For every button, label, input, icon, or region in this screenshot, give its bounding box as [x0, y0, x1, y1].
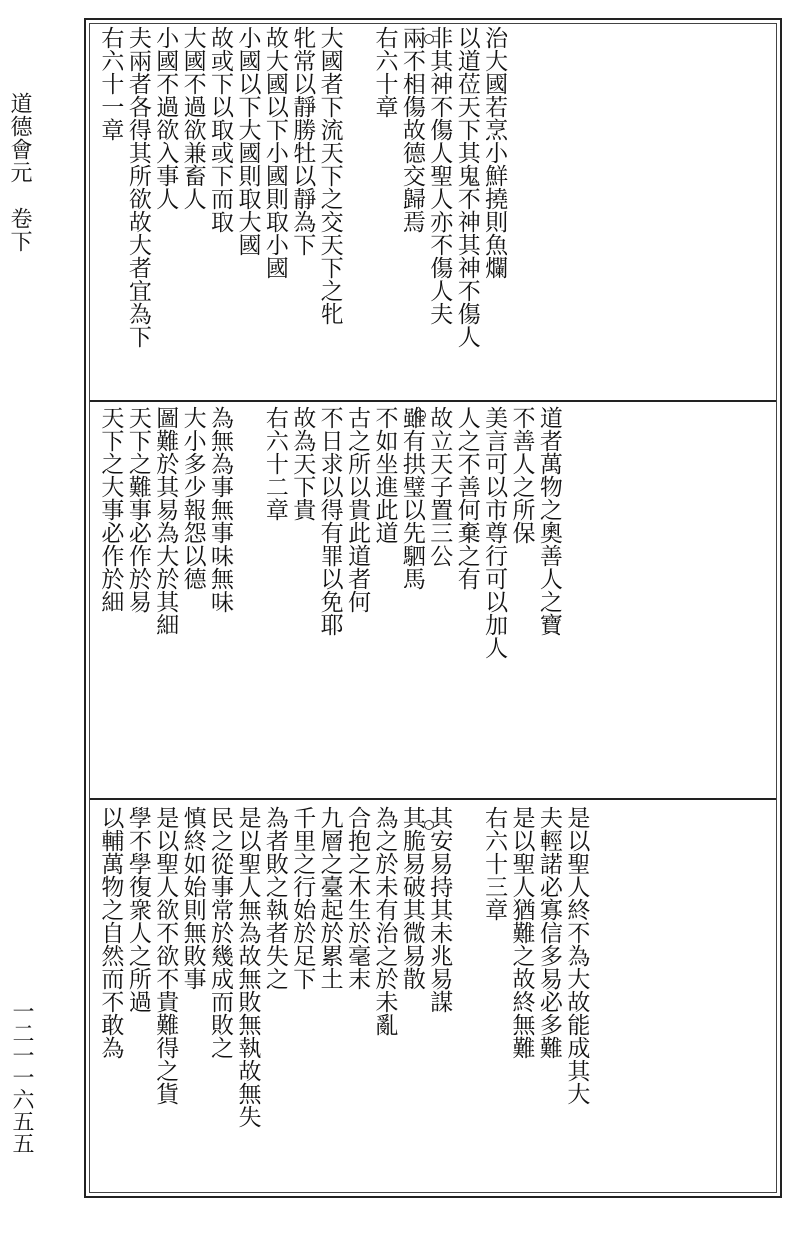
register-divider — [90, 798, 776, 800]
register-bottom-text: 是以聖人終不為大故能成其大 夫輕諾必寡信多易必多難 是以聖人猶難之故終無難 右六十三章 其安易持其未兆易謀 其脆易破其微易散 為之於未有治之於未亂 合抱之木生於毫末 九層之臺起於累土 千里之行始於足下 為者敗之執者失之 是以聖人無為故無敗無執故無失 民之從事常於幾成而敗之 慎終如始則無敗事 是以聖人欲不欲不貴難得之貨 學不學復衆人之所過 以輔萬物之自然而不敢為 — [97, 806, 590, 1128]
circle-mark — [424, 34, 434, 44]
register-bottom — [92, 806, 774, 1190]
register-top-text: 治大國若烹小鮮撓則魚爛 以道莅天下其鬼不神其神不傷人 非其神不傷人聖人亦不傷人夫 兩不相傷故德交歸焉 右六十章 大國者下流天下之交天下之牝 牝常以靜勝牡以靜為下 故大國以下小國則取小國 小國以下大國則取大國 故或下以取或下而取 大國不過欲兼畜人 小國不過欲入事人 夫兩者各得其所欲故大者宜為下 右六十一章 — [97, 26, 508, 348]
register-middle-text: 道者萬物之奧善人之寶 不善人之所保 美言可以市尊行可以加人 人之不善何棄之有 故立天子置三公 雖有拱璧以先駟馬 不如坐進此道 古之所以貴此道者何 不日求以得有罪以免耶 故為天下貴 右六十二章 為無為事無事味無味 大小多少報怨以德 圖難於其易為大於其細 天下之難事必作於易 天下之大事必作於細 — [97, 406, 562, 659]
margin-title: 道德會元 卷下 — [7, 92, 32, 253]
register-divider — [90, 400, 776, 402]
page-frame — [84, 18, 782, 1198]
register-middle — [92, 406, 774, 796]
page-number: 一二一一六五五 — [9, 1000, 34, 1154]
circle-mark — [424, 820, 434, 830]
register-top — [92, 26, 774, 398]
circle-mark — [416, 410, 426, 420]
